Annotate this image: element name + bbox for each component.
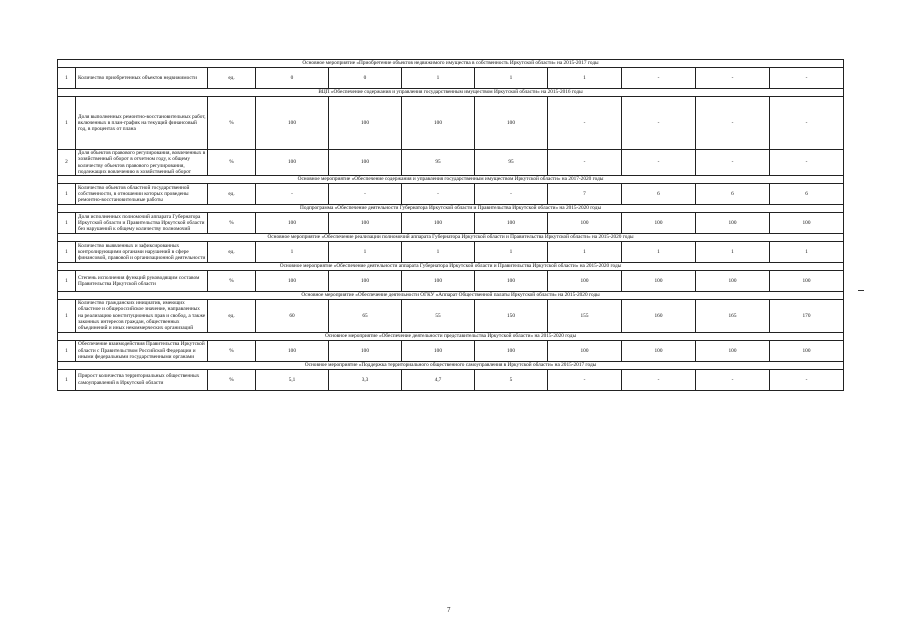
table-row: [58, 271, 844, 292]
indicator-name: Степень исполнения функций руководящим составом Правительства Иркутской области: [76, 271, 208, 292]
value-cell: 100: [770, 340, 844, 361]
unit-cell: %: [208, 97, 256, 150]
table-row: [58, 369, 844, 390]
value-cell: -: [622, 369, 696, 390]
unit-cell: %: [208, 150, 256, 176]
value-cell: 1: [548, 68, 622, 89]
value-cell: -: [696, 369, 770, 390]
indicator-name: Количество объектов областной государственной собственности, в отношении которых проведены ремонтно-восстановительные работы: [76, 184, 208, 205]
value-cell: 100: [475, 340, 548, 361]
section-title: Основное мероприятие «Обеспечение содержания и управления государственным имуществом Иркутской области» на 2017-2020 годы: [58, 176, 844, 184]
value-cell: 100: [329, 271, 402, 292]
value-cell: 100: [402, 213, 475, 234]
value-cell: 100: [329, 150, 402, 176]
value-cell: 100: [622, 340, 696, 361]
section-title: Основное мероприятие «Поддержка территориального общественного самоуправления в Иркутской области» на 2015-2017 годы: [58, 361, 844, 369]
unit-cell: ед.: [208, 300, 256, 332]
indicator-name: Доля объектов правового регулирования, вовлеченных в хозяйственный оборот в отчетном году, к общему количеству объектов правового регулирования, подлежащих вовлечению в хозяйственный оборот: [76, 150, 208, 176]
table-row: [58, 213, 844, 234]
value-cell: 100: [770, 271, 844, 292]
value-cell: 100: [402, 97, 475, 150]
value-cell: 6: [696, 184, 770, 205]
row-number: 2: [58, 150, 76, 176]
row-number: 1: [58, 300, 76, 332]
value-cell: 100: [622, 271, 696, 292]
table-row: [58, 340, 844, 361]
value-cell: 7: [548, 184, 622, 205]
value-cell: -: [548, 369, 622, 390]
value-cell: -: [770, 150, 844, 176]
value-cell: 6: [770, 184, 844, 205]
section-header-row: [58, 263, 844, 271]
value-cell: -: [696, 97, 770, 150]
value-cell: 100: [329, 340, 402, 361]
unit-cell: ед.: [208, 68, 256, 89]
value-cell: 95: [475, 150, 548, 176]
value-cell: 100: [548, 213, 622, 234]
value-cell: 100: [548, 271, 622, 292]
value-cell: -: [622, 68, 696, 89]
value-cell: -: [329, 184, 402, 205]
value-cell: 1: [622, 242, 696, 263]
row-number: 1: [58, 213, 76, 234]
value-cell: 1: [475, 68, 548, 89]
row-number: 1: [58, 271, 76, 292]
value-cell: -: [402, 184, 475, 205]
indicator-name: Доля исполненных полномочий аппарата Губернатора Иркутской области и Правительства Иркутской области без нарушений к общему количеству полномочий: [76, 213, 208, 234]
value-cell: 100: [256, 213, 329, 234]
value-cell: 100: [402, 271, 475, 292]
section-title: ВЦП «Обеспечение содержания и управления государственным имуществом Иркутской области» на 2015-2016 годы: [58, 89, 844, 97]
value-cell: -: [696, 68, 770, 89]
unit-cell: %: [208, 271, 256, 292]
value-cell: 1: [329, 242, 402, 263]
value-cell: 100: [696, 213, 770, 234]
value-cell: 100: [256, 150, 329, 176]
value-cell: -: [548, 150, 622, 176]
value-cell: 100: [256, 271, 329, 292]
value-cell: 65: [329, 300, 402, 332]
row-number: 1: [58, 340, 76, 361]
value-cell: 100: [329, 213, 402, 234]
value-cell: 1: [475, 242, 548, 263]
indicator-name: Доля выполненных ремонтно-восстановительных работ, включенных в план-график на текущий финансовый год, в процентах от плана: [76, 97, 208, 150]
row-number: 1: [58, 369, 76, 390]
value-cell: 100: [475, 213, 548, 234]
page-number: 7: [447, 606, 451, 614]
value-cell: -: [622, 150, 696, 176]
value-cell: -: [548, 97, 622, 150]
value-cell: -: [696, 150, 770, 176]
value-cell: 165: [696, 300, 770, 332]
indicators-table: [57, 59, 844, 391]
table-row: [58, 300, 844, 332]
value-cell: 1: [770, 242, 844, 263]
value-cell: 95: [402, 150, 475, 176]
table-body: [58, 60, 844, 391]
value-cell: 100: [256, 340, 329, 361]
value-cell: 100: [329, 97, 402, 150]
value-cell: -: [770, 369, 844, 390]
value-cell: 55: [402, 300, 475, 332]
value-cell: 5,1: [256, 369, 329, 390]
value-cell: -: [622, 97, 696, 150]
value-cell: -: [770, 68, 844, 89]
unit-cell: ед.: [208, 242, 256, 263]
table-row: [58, 184, 844, 205]
section-header-row: [58, 89, 844, 97]
value-cell: 6: [622, 184, 696, 205]
value-cell: -: [256, 184, 329, 205]
section-header-row: [58, 361, 844, 369]
value-cell: 100: [475, 97, 548, 150]
section-title: Основное мероприятие «Обеспечение деятельности аппарата Губернатора Иркутской области и Правительства Иркутской области» на 2015-2020 годы: [58, 263, 844, 271]
value-cell: 5: [475, 369, 548, 390]
margin-mark: [858, 290, 864, 291]
row-number: 1: [58, 242, 76, 263]
value-cell: -: [475, 184, 548, 205]
value-cell: 1: [696, 242, 770, 263]
section-title: Основное мероприятие «Обеспечение деятельности представительства Иркутской области» на 2015-2020 годы: [58, 332, 844, 340]
value-cell: 1: [402, 68, 475, 89]
unit-cell: %: [208, 340, 256, 361]
unit-cell: ед.: [208, 184, 256, 205]
table-row: [58, 242, 844, 263]
indicator-name: Количество приобретенных объектов недвижимости: [76, 68, 208, 89]
value-cell: 100: [770, 213, 844, 234]
value-cell: 100: [475, 271, 548, 292]
value-cell: 170: [770, 300, 844, 332]
section-title: Основное мероприятие «Обеспечение реализации полномочий аппарата Губернатора Иркутской области и Правительства Иркутской области» на 2015-2020 годы: [58, 234, 844, 242]
value-cell: -: [770, 97, 844, 150]
value-cell: 160: [622, 300, 696, 332]
section-header-row: [58, 292, 844, 300]
row-number: 1: [58, 97, 76, 150]
value-cell: 1: [256, 242, 329, 263]
value-cell: 100: [622, 213, 696, 234]
value-cell: 0: [329, 68, 402, 89]
section-header-row: [58, 176, 844, 184]
section-header-row: [58, 332, 844, 340]
value-cell: 1: [402, 242, 475, 263]
section-title: Основное мероприятие «Приобретение объектов недвижимого имущества в собственность Иркутской области» на 2015-2017 годы: [58, 60, 844, 68]
section-title: Основное мероприятие «Обеспечение деятельности ОГКУ «Аппарат Общественной палаты Иркутской области» на 2015-2020 годы: [58, 292, 844, 300]
row-number: 1: [58, 68, 76, 89]
indicator-name: Количество выявленных и зафиксированных контролирующими органами нарушений в сфере финансовой, правовой и организационной деятельности: [76, 242, 208, 263]
value-cell: 100: [696, 271, 770, 292]
section-header-row: [58, 60, 844, 68]
section-header-row: [58, 234, 844, 242]
unit-cell: %: [208, 369, 256, 390]
table-row: [58, 150, 844, 176]
value-cell: 60: [256, 300, 329, 332]
indicator-name: Обеспечение взаимодействия Правительства Иркутской области с Правительством Российской Федерации и иными федеральными государственными органами: [76, 340, 208, 361]
row-number: 1: [58, 184, 76, 205]
table-row: [58, 97, 844, 150]
indicator-name: Количество гражданских инициатив, имеющих областное и общероссийское значение, направленных на реализацию конституционных прав и свобод, а также законных интересов граждан, общественных объединений и иных некоммерческих организаций: [76, 300, 208, 332]
value-cell: 100: [402, 340, 475, 361]
value-cell: 155: [548, 300, 622, 332]
value-cell: 1: [548, 242, 622, 263]
value-cell: 150: [475, 300, 548, 332]
table-row: [58, 68, 844, 89]
value-cell: 3,3: [329, 369, 402, 390]
indicator-name: Прирост количества территориальных общественных самоуправлений в Иркутской области: [76, 369, 208, 390]
section-header-row: [58, 205, 844, 213]
value-cell: 0: [256, 68, 329, 89]
value-cell: 100: [696, 340, 770, 361]
value-cell: 4,7: [402, 369, 475, 390]
value-cell: 100: [548, 340, 622, 361]
unit-cell: %: [208, 213, 256, 234]
value-cell: 100: [256, 97, 329, 150]
section-title: Подпрограмма «Обеспечение деятельности Губернатора Иркутской области и Правительства Иркутской области» на 2015-2020 годы: [58, 205, 844, 213]
